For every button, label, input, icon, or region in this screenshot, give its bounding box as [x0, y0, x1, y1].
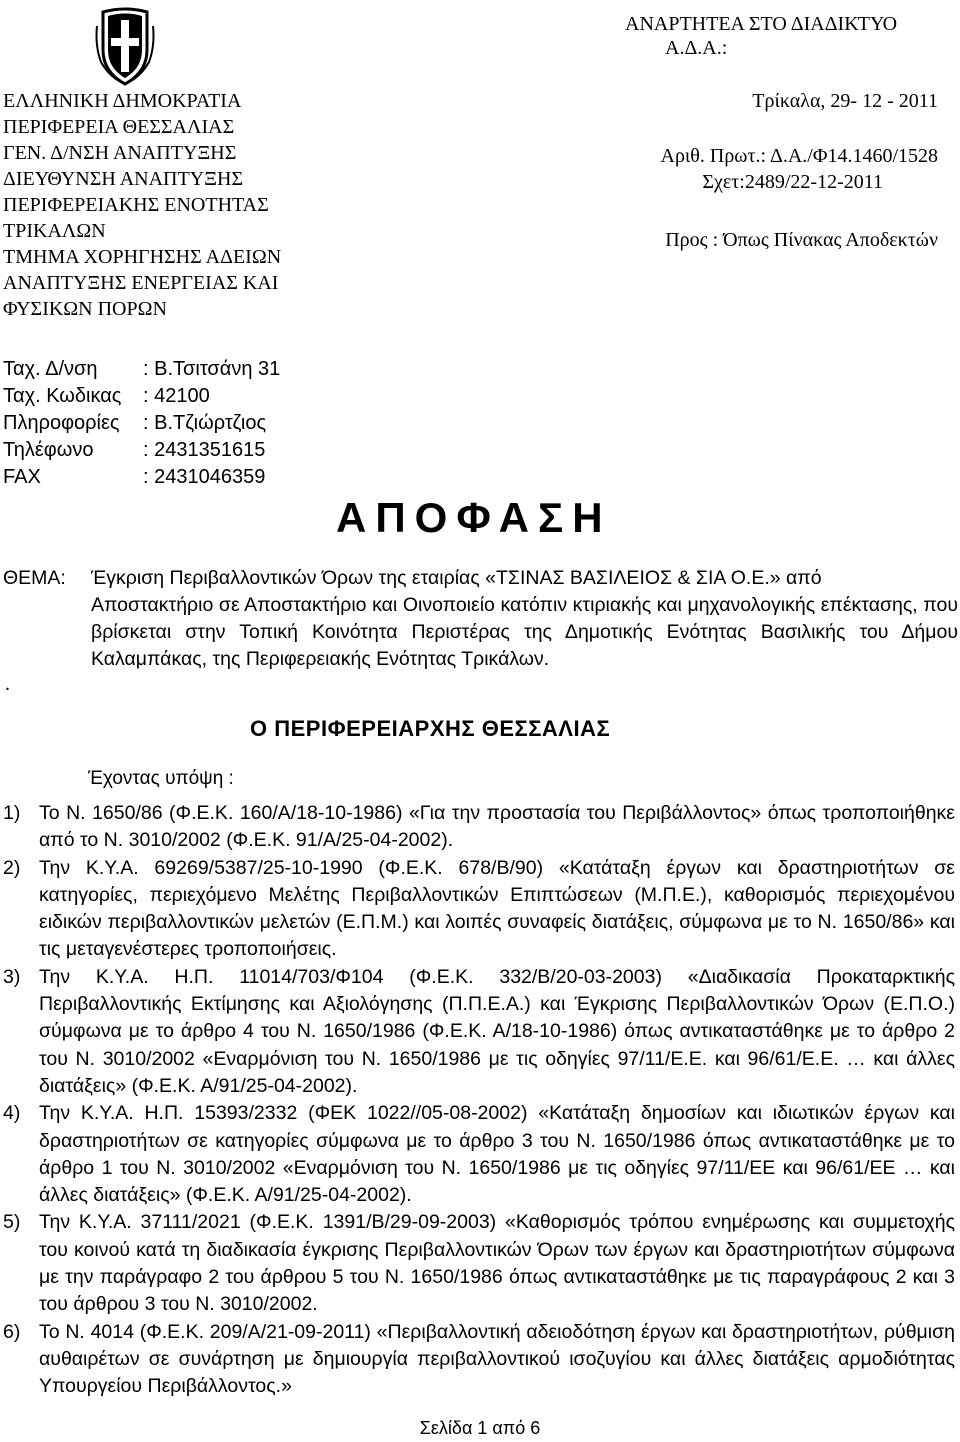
taking-into-account: Έχοντας υπόψη :	[88, 768, 234, 789]
contact-details	[3, 356, 280, 491]
page-number-footer: Σελίδα 1 από 6	[419, 1418, 541, 1438]
item-text: Την Κ.Υ.Α. Η.Π. 15393/2332 (ΦΕΚ 1022//05-08-2002) «Κατάταξη δημοσίων και ιδιωτικών έργων και δραστηριοτήτων σε κατηγορίες σύμφωνα με το άρθρο 3 του Ν. 1650/1986 όπως αντικαταστάθηκε με το άρθρο 1 του Ν. 3010/2002 «Εναρμόνιση του Ν. 1650/1986 με τις οδηγίες 97/11/ΕΕ και 96/61/ΕΕ … και άλλες διατάξεις» (Φ.Ε.Κ. Α/91/25-04-2002).	[39, 1102, 955, 1207]
posted-line2: Α.Δ.Α.:	[665, 37, 728, 59]
list-item	[3, 800, 955, 855]
contact-row	[3, 410, 280, 437]
organization-block	[3, 88, 343, 322]
posted-online-notice	[625, 12, 897, 60]
document-date: Τρίκαλα, 29- 12 - 2011	[752, 90, 938, 112]
contact-value: : 42100	[143, 385, 210, 407]
document-title: ΑΠΟΦΑΣΗ	[336, 494, 612, 541]
list-item	[3, 1319, 955, 1401]
list-item	[3, 1100, 955, 1209]
list-item	[3, 964, 955, 1100]
contact-row	[3, 464, 280, 491]
stray-dot: .	[5, 673, 10, 695]
contact-value: : Β.Τζιώρτζιος	[143, 412, 267, 434]
contact-label: Τηλέφωνο	[3, 439, 94, 461]
org-line: ΠΕΡΙΦΕΡΕΙΑΚΗΣ ΕΝΟΤΗΤΑΣ	[3, 194, 269, 216]
regional-governor-heading: Ο ΠΕΡΙΦΕΡΕΙΑΡΧΗΣ ΘΕΣΣΑΛΙΑΣ	[250, 716, 611, 741]
item-number: 3)	[3, 965, 21, 988]
contact-value: : 2431351615	[143, 439, 266, 461]
protocol-number: Αριθ. Πρωτ.: Δ.Α./Φ14.1460/1528	[660, 145, 938, 167]
contact-label: Ταχ. Δ/νση	[3, 358, 98, 380]
subject-label: ΘΕΜΑ:	[3, 567, 66, 589]
contact-value: : Β.Τσιτσάνη 31	[143, 358, 281, 380]
item-text: Την Κ.Υ.Α. Η.Π. 11014/703/Φ104 (Φ.Ε.Κ. 332/Β/20-03-2003) «Διαδικασία Προκαταρκτικής Περιβαλλοντικής Εκτίμησης και Αξιολόγησης (Π.Π.Ε.Α.) και Έγκρισης Περιβαλλοντικών Όρων (Ε.Π.Ο.) σύμφωνα με το άρθρο 4 του Ν. 1650/1986 (Φ.Ε.Κ. Α/18-10-1986) όπως αντικαταστάθηκε με το άρθρο 2 του Ν. 3010/2002 «Εναρμόνιση του Ν. 1650/1986 με τις οδηγίες 97/11/Ε.Ε. και 96/61/Ε.Ε. … και άλλες διατάξεις» (Φ.Ε.Κ. Α/91/25-04-2002).	[39, 965, 955, 1097]
org-line: ΑΝΑΠΤΥΞΗΣ ΕΝΕΡΓΕΙΑΣ ΚΑΙ	[3, 272, 279, 294]
subject-text: Αποστακτήριο σε Αποστακτήριο και Οινοποιείο κατόπιν κτιριακής και μηχανολογικής επέκτασης, που βρίσκεται στην Τοπική Κοινότητα Περιστέρας της Δημοτικής Ενότητας Βασιλικής του Δήμου Καλαμπάκας, της Περιφερειακής Ενότητας Τρικάλων.	[91, 594, 958, 670]
org-line: ΔΙΕΥΘΥΝΣΗ ΑΝΑΠΤΥΞΗΣ	[3, 168, 244, 190]
item-number: 2)	[3, 856, 21, 879]
list-item	[3, 1209, 955, 1318]
list-item	[3, 855, 955, 964]
item-text: Το Ν. 4014 (Φ.Ε.Κ. 209/Α/21-09-2011) «Περιβαλλοντική αδειοδότηση έργων και δραστηριοτήτων, ρύθμιση αυθαιρέτων σε συνάρτηση με δημιουργία περιβαλλοντικού ισοζυγίου και άλλες διατάξεις αρμοδιότητας Υπουργείου Περιβάλλοντος.»	[39, 1320, 955, 1398]
org-line: ΦΥΣΙΚΩΝ ΠΟΡΩΝ	[3, 298, 167, 320]
contact-label: Ταχ. Κωδικας	[3, 385, 122, 407]
org-line: ΤΡΙΚΑΛΩΝ	[3, 220, 106, 242]
subject-block	[3, 565, 958, 673]
org-line: ΕΛΛΗΝΙΚΗ ΔΗΜΟΚΡΑΤΙΑ	[3, 90, 242, 112]
contact-row	[3, 437, 280, 464]
item-text: Το Ν. 1650/86 (Φ.Ε.Κ. 160/Α/18-10-1986) «Για την προστασία του Περιβάλλοντος» όπως τροποποιήθηκε από το Ν. 3010/2002 (Φ.Ε.Κ. 91/Α/25-04-2002).	[39, 802, 955, 852]
contact-label: Πληροφορίες	[3, 412, 120, 434]
contact-row	[3, 356, 280, 383]
item-number: 1)	[3, 802, 21, 824]
org-line: ΓΕΝ. Δ/ΝΣΗ ΑΝΑΠΤΥΞΗΣ	[3, 142, 237, 164]
item-number: 4)	[3, 1102, 21, 1125]
contact-row	[3, 383, 280, 410]
item-text: Την Κ.Υ.Α. 69269/5387/25-10-1990 (Φ.Ε.Κ. 678/Β/90) «Κατάταξη έργων και δραστηριοτήτων σε κατηγορίες, περιεχόμενο Μελέτης Περιβαλλοντικών Επιπτώσεων (Μ.Π.Ε.), καθορισμός περιεχομένου ειδικών περιβαλλοντικών μελετών (Ε.Π.Μ.) και λοιπές συναφείς διατάξεις, σύμφωνα με το Ν. 1650/86» και τις μεταγενέστερες τροποποιήσεις.	[39, 856, 955, 961]
item-text: Την Κ.Υ.Α. 37111/2021 (Φ.Ε.Κ. 1391/Β/29-09-2003) «Καθορισμός τρόπου ενημέρωσης και συμμετοχής του κοινού κατά τη διαδικασία έγκρισης Περιβαλλοντικών Όρων των έργων και δραστηριοτήτων σύμφωνα με την παράγραφο 2 του άρθρου 5 του Ν. 1650/1986 όπως αντικαταστάθηκε με τις παραγράφους 2 και 3 του άρθρου 3 του Ν. 3010/2002.	[39, 1211, 955, 1316]
greek-coat-of-arms-icon	[93, 6, 157, 86]
subject-first-line: Έγκριση Περιβαλλοντικών Όρων της εταιρίας «ΤΣΙΝΑΣ ΒΑΣΙΛΕΙΟΣ & ΣΙΑ Ο.Ε.» από	[91, 567, 822, 589]
item-number: 6)	[3, 1320, 21, 1343]
contact-value: : 2431046359	[143, 466, 266, 488]
posted-line1: ΑΝΑΡΤΗΤΕΑ ΣΤΟ ΔΙΑΔΙΚΤΥΟ	[625, 13, 898, 35]
legal-basis-list	[3, 800, 955, 1401]
org-line: ΤΜΗΜΑ ΧΟΡΗΓΗΣΗΣ ΑΔΕΙΩΝ	[3, 246, 282, 268]
related-reference: Σχετ:2489/22-12-2011	[702, 171, 883, 193]
org-line: ΠΕΡΙΦΕΡΕΙΑ ΘΕΣΣΑΛΙΑΣ	[3, 116, 235, 138]
contact-label: FAX	[3, 466, 41, 488]
item-number: 5)	[3, 1211, 21, 1234]
recipients: Προς : Όπως Πίνακας Αποδεκτών	[665, 229, 938, 251]
